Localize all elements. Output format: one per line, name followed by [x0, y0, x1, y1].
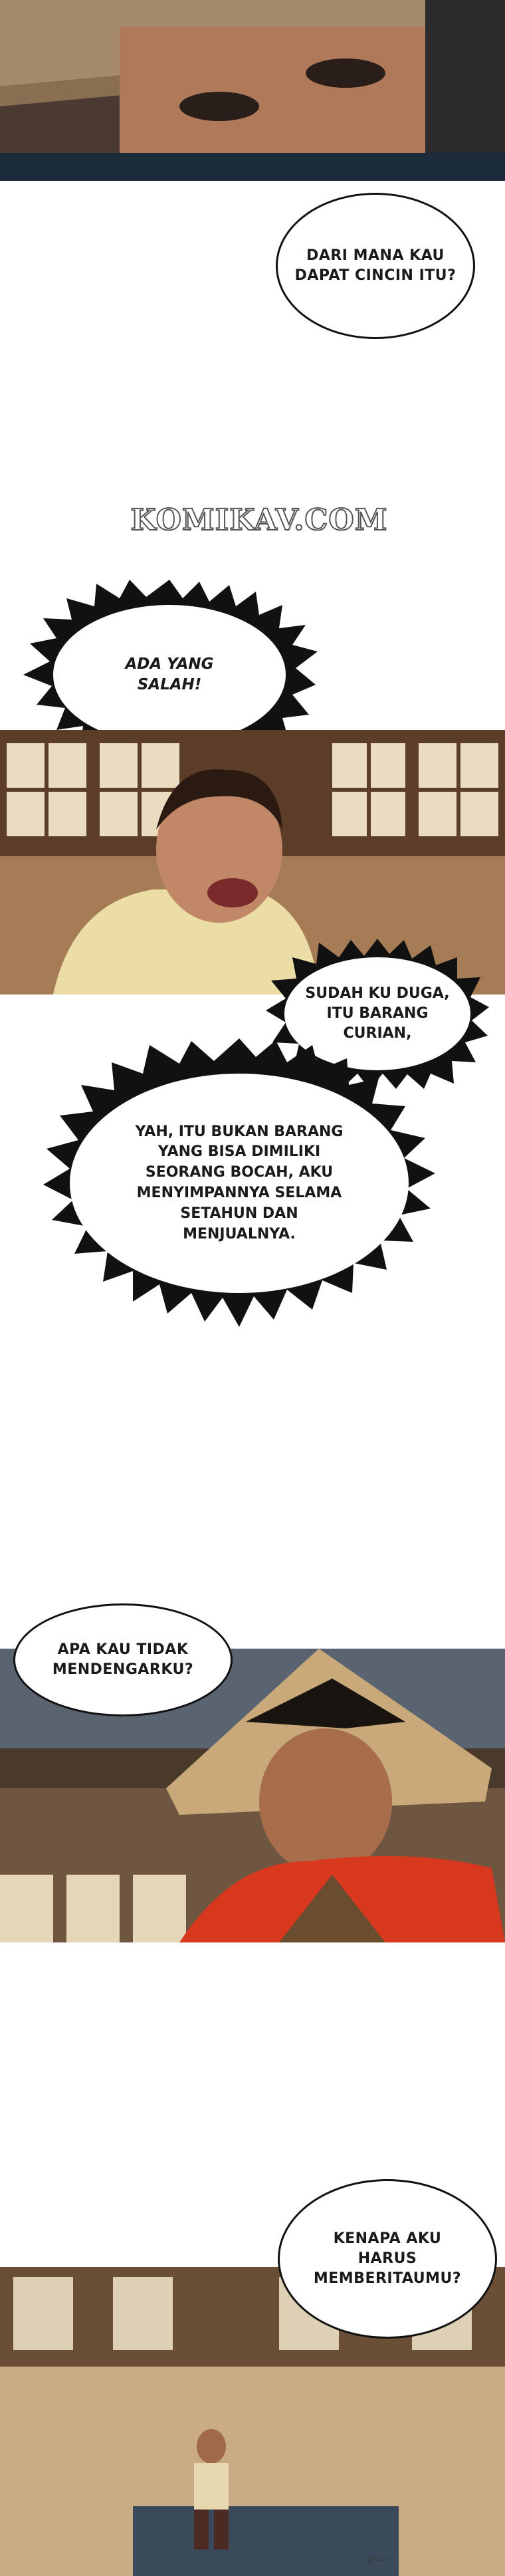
panel-hat-man-closeup	[0, 0, 505, 181]
shout-text-2: SUDAH KU DUGA, ITU BARANG CURIAN,	[305, 985, 450, 1042]
watermark-text: KOMIKAV.COM	[130, 503, 388, 537]
speech-bubble-6	[278, 2179, 497, 2339]
shout-bubble-3	[40, 1037, 439, 1330]
hat-man-closeup-art	[0, 0, 505, 181]
speech-text-5: APA KAU TIDAK MENDENGARKU?	[52, 1641, 194, 1678]
watermark	[113, 500, 405, 540]
speech-text-6: KENAPA AKU HARUS MEMBERITAUMU?	[313, 2230, 462, 2287]
speech-text-1: DARI MANA KAU DAPAT CINCIN ITU?	[294, 247, 456, 284]
speech-bubble-5	[13, 1603, 233, 1716]
speech-bubble-1	[276, 193, 475, 339]
shout-text-3: YAH, ITU BUKAN BARANG YANG BISA DIMILIKI SEORANG BOCAH, AKU MENYIMPANNYA SELAMA SETAHUN DAN MENJUALNYA.	[135, 1123, 344, 1242]
credit-mark: ㅎㅡ	[364, 2553, 390, 2569]
shout-text-1: ADA YANG SALAH!	[125, 655, 214, 693]
